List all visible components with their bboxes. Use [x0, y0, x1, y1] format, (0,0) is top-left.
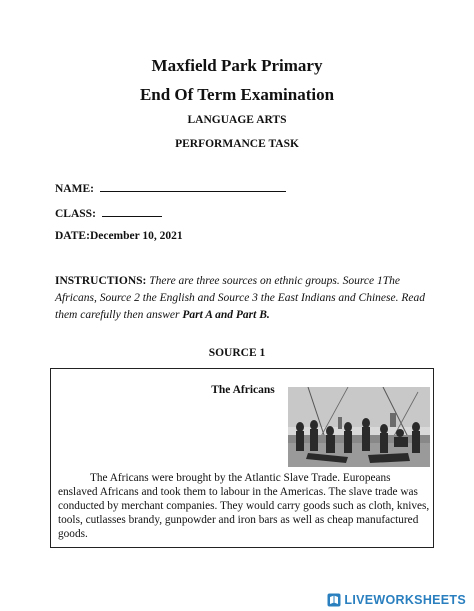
- liveworksheets-logo-icon: [327, 593, 341, 607]
- liveworksheets-brand: LIVEWORKSHEETS: [344, 593, 466, 607]
- source-1-label: SOURCE 1: [208, 347, 266, 359]
- source-1-title: The Africans: [211, 384, 275, 396]
- instructions-lead: INSTRUCTIONS:: [55, 275, 147, 287]
- footer-branding: [327, 592, 466, 608]
- school-title: Maxfield Park Primary: [151, 56, 323, 75]
- date-value: December 10, 2021: [89, 230, 183, 242]
- source-1-text: The Africans were brought by the Atlantic Slave Trade. Europeans enslaved Africans and took them to labour in the Americas. The slave trade was conducted by merchant companies. They would carry goods such as cloth, knives, tools, cutlasses brandy, gunpowder and iron bars as well as cheap manufactured goods.: [58, 472, 430, 540]
- instructions-parts: Part A and Part B.: [182, 309, 270, 321]
- date-row: [55, 230, 183, 242]
- class-label: CLASS:: [55, 208, 96, 220]
- slave-ship-illustration: [288, 387, 430, 467]
- subject-heading: LANGUAGE ARTS: [187, 114, 287, 126]
- class-row: [55, 206, 162, 220]
- name-blank[interactable]: [100, 181, 286, 192]
- instructions-body: There are three sources on ethnic groups. Source 1The Africans, Source 2 the English and Source 3 the East Indians and Chinese. Read them carefully then answer: [55, 275, 425, 321]
- name-label: NAME:: [55, 183, 94, 195]
- exam-title: End Of Term Examination: [139, 85, 335, 104]
- task-heading: PERFORMANCE TASK: [175, 138, 299, 150]
- instructions: [55, 273, 430, 324]
- class-blank[interactable]: [102, 206, 162, 217]
- name-row: [55, 181, 286, 195]
- source-1-box: [50, 368, 434, 548]
- date-label: DATE:: [55, 230, 90, 242]
